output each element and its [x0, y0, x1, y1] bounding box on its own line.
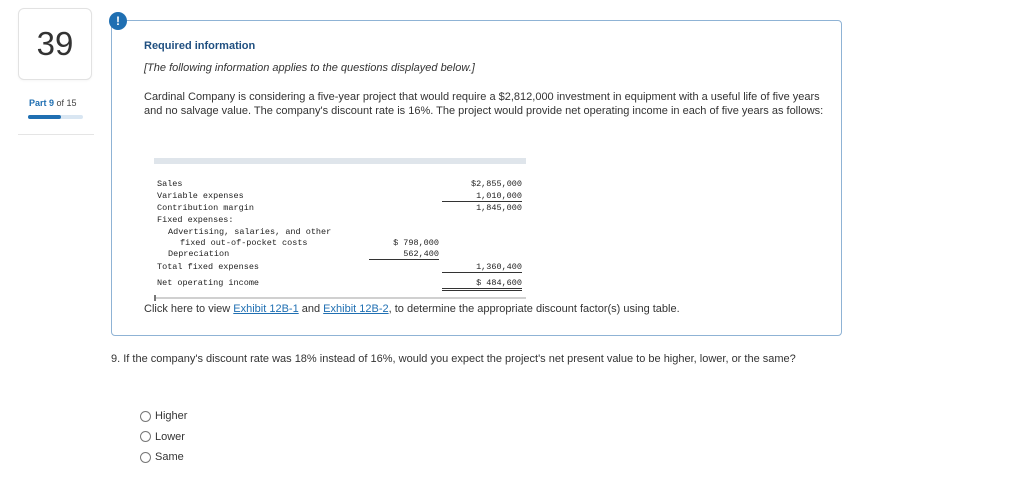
info-title: Required information [144, 40, 256, 52]
option-label: Lower [155, 430, 185, 443]
row-label: fixed out-of-pocket costs [180, 238, 308, 248]
row-value: $2,855,000 [470, 179, 522, 189]
row-label: Depreciation [168, 249, 230, 259]
row-value: 1,360,400 [442, 262, 522, 273]
row-label: Sales [157, 179, 183, 189]
exhibit-12b-1-link[interactable]: Exhibit 12B-1 [233, 303, 299, 315]
answer-options [140, 406, 187, 468]
required-information-panel [111, 20, 842, 336]
table-row [154, 203, 526, 215]
table-bottom-rule [154, 297, 526, 299]
table-bottom-mark [154, 295, 156, 301]
option-label: Higher [155, 410, 188, 423]
row-label: Contribution margin [157, 203, 254, 213]
part-progress-fill [28, 115, 61, 119]
info-subtitle: [The following information applies to the questions displayed below.] [144, 62, 475, 74]
alert-icon: ! [109, 12, 127, 30]
table-header-bar [154, 158, 526, 164]
sidebar-divider [18, 134, 94, 135]
row-label: Advertising, salaries, and other [168, 227, 332, 237]
table-row [154, 262, 526, 274]
row-value: 1,845,000 [476, 203, 522, 213]
row-value: 562,400 [369, 249, 439, 260]
row-value: $ 798,000 [393, 238, 439, 248]
question-text: 9. If the company's discount rate was 18% instead of 16%, would you expect the project's net present value to be higher, lower, or the same? [111, 353, 796, 365]
radio-button[interactable] [140, 411, 151, 422]
row-label: Total fixed expenses [157, 262, 260, 272]
exhibit-instructions: Click here to view Exhibit 12B-1 and Exhibit 12B-2, to determine the appropriate discount factor(s) using table. [144, 303, 680, 315]
info-body: Cardinal Company is considering a five-year project that would require a $2,812,000 investment in equipment with a useful life of five years and no salvage value. The company's discount rate is 16%. The project would provide net operating income in each of five years as follows: [144, 91, 824, 117]
row-label: Net operating income [157, 278, 260, 288]
table-row [154, 179, 526, 191]
table-row [154, 278, 526, 290]
question-number: 39 [36, 25, 74, 62]
option-lower[interactable] [140, 427, 187, 448]
part-progress-bar [28, 115, 83, 119]
exhibit-12b-2-link[interactable]: Exhibit 12B-2 [323, 303, 389, 315]
income-statement-table [154, 158, 526, 288]
option-same[interactable] [140, 447, 187, 468]
part-indicator: Part 9 of 15 [29, 98, 77, 108]
question-number-box [18, 8, 92, 80]
radio-button[interactable] [140, 431, 151, 442]
row-label: Variable expenses [157, 191, 244, 201]
row-value: 1,010,000 [442, 191, 522, 202]
row-value: $ 484,600 [442, 278, 522, 291]
radio-button[interactable] [140, 452, 151, 463]
option-label: Same [155, 451, 184, 464]
table-row [154, 249, 526, 261]
table-row [154, 215, 526, 227]
table-row [154, 191, 526, 203]
row-label: Fixed expenses: [157, 215, 234, 225]
option-higher[interactable] [140, 406, 187, 427]
